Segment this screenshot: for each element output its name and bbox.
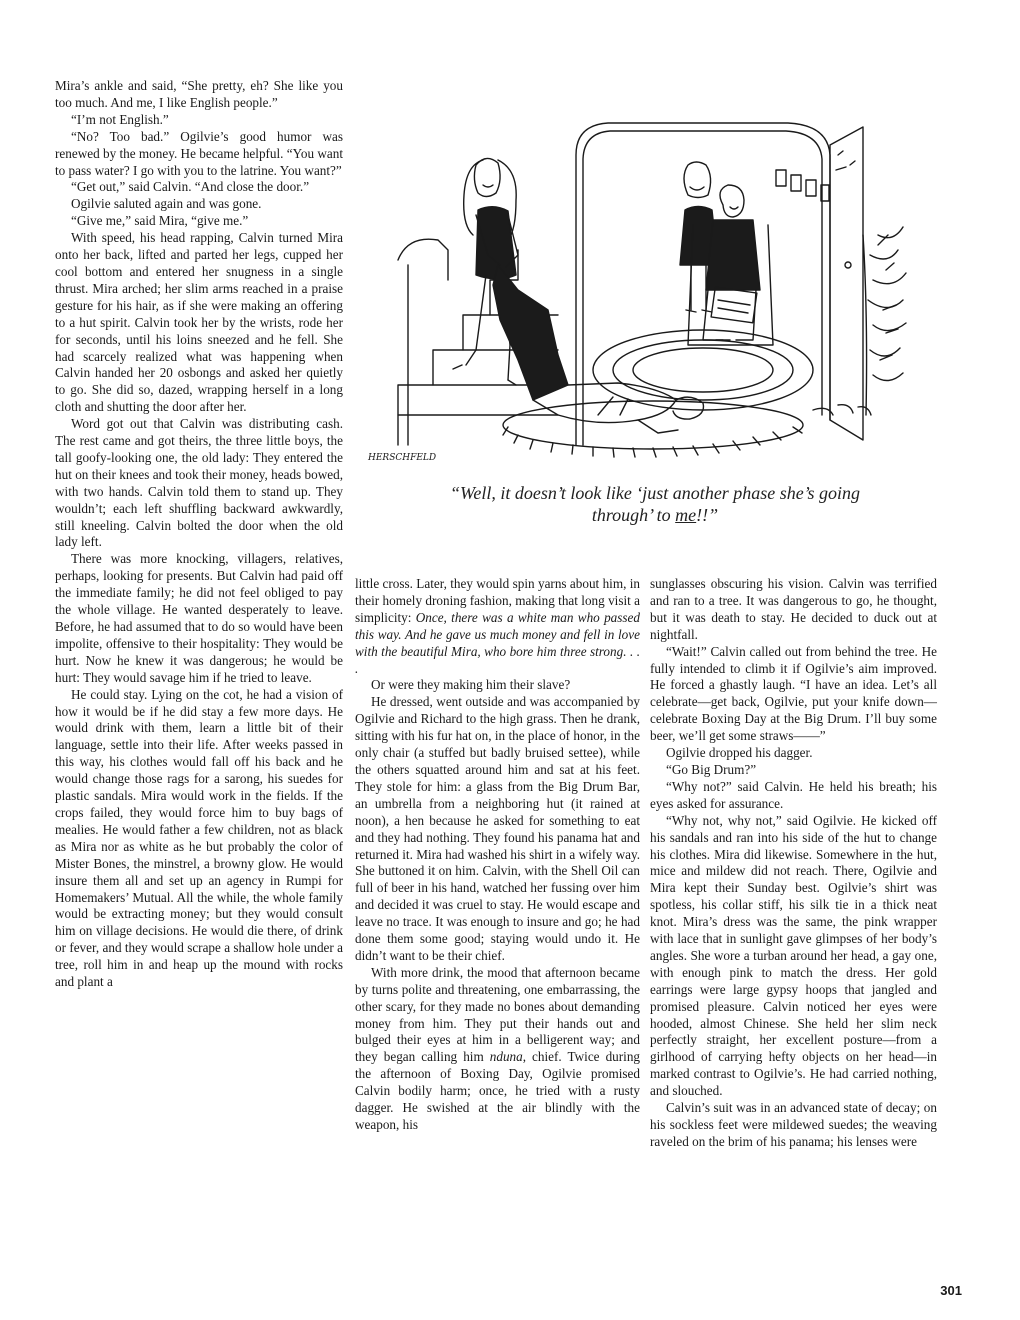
paragraph: He dressed, went outside and was accompanied by Ogilvie and Richard to the high grass. Then he drank, sitting with his fur hat on, in the place of honor, in the only chair (a stuffed but badly bruised settee), while the others squatted around him and sat at his feet. They stole for him: a glass from the Big Drum Bar, an umbrella from a neighboring hut (it rained at noon), a hen because he asked for something to eat and they had nothing. They found his panama hat and returned it. Mira had washed his shirt in a wifely way. She buttoned it on him. Calvin, with the Shell Oil can full of beer in his hand, watched her fussing over him and decided it was cruel to stay. He would escape and leave no trace. It was enough to insure and go; he had done them some good; staying would undo it. He didn’t want to be their chief. (355, 694, 640, 963)
paragraph: “Give me,” said Mira, “give me.” (71, 213, 249, 229)
paragraph: With speed, his head rapping, Calvin turned Mira onto her back, lifted and parted her legs, cupped her cool bottom and entered her snugness in a single thrust. Mira arched; her slim arms reached in a praise gesture for his hair, as if she were making an offering to a hut spirit. Calvin took her by the wrists, rode her for seconds, until his loins sneezed and he fell. She had scarcely realized what was happening when Calvin handed her 20 osbongs and asked her quietly to go. She did so, dazed, wrapping herself in a long cloth and shutting the door after her. (55, 230, 343, 415)
artist-signature: HERSCHFELD (368, 453, 437, 463)
paragraph: sunglasses obscuring his vision. Calvin was terrified and ran to a tree. It was dangerous to go, he thought, but it was death to stay. He decided to duck out at nightfall. (650, 576, 937, 642)
paragraph: “Why not?” said Calvin. He held his breath; his eyes asked for assurance. (650, 778, 937, 811)
cartoon-illustration (358, 115, 943, 475)
paragraph: Calvin’s suit was in an advanced state of decay; on his sockless feet were mildewed suedes; the weaving raveled on the brim of his panama; his lenses were (650, 1100, 937, 1149)
plant-illustration (863, 227, 906, 415)
open-door (830, 127, 863, 440)
paragraph: There was more knocking, villagers, relatives, perhaps, looking for presents. But Calvin had paid off the immediate family; he did not feel obliged to pay the whole village. He wanted desperately to leave. Before, he had assumed that to do so would have been impolite, offensive to their hospitality: They would be hurt. Now he knew it was dangerous; he would be hurt: They would savage him if he tried to leave. (55, 551, 343, 685)
cartoon-caption: “Well, it doesn’t look like ‘just another phase she’s going through’ to me!!” (450, 483, 860, 525)
right-text-column (650, 576, 937, 1151)
paragraph: “Why not, why not,” said Ogilvie. He kicked off his sandals and ran into his side of the hut to change his clothes. Mira did likewise. Somewhere in the hut, mice and mildew did not reach. There, Ogilvie and Mira kept their Sunday best. Ogilvie’s shirt was spotless, his collar stiff, his silk tie in a thick neat knot. Mira’s dress was the same, the pink wrapper with lace that in sunlight gave glimpses of her body’s angles. She wore a turban around her head, a gay one, with enough pink to match the dress. Her gold earrings were large gypsy hoops that jangled and promised pleasure. Calvin noticed her eyes were hooded, almost Chinese. She held her slim neck perfectly straight, her excellent posture—from a girlhood of carrying hefty objects on her head—in marked contrast to Ogilvie’s. He had carried nothing, and slouched. (650, 812, 937, 1099)
paragraph: Or were they making him their slave? (371, 677, 571, 693)
paragraph: “I’m not English.” (71, 111, 169, 127)
paragraph: Ogilvie saluted again and was gone. (71, 196, 262, 212)
paragraph: “No? Too bad.” Ogilvie’s good humor was renewed by the money. He became helpful. “You want to pass water? I go with you to the latrine. You want?” (55, 128, 343, 178)
paragraph: He could stay. Lying on the cot, he had a vision of how it would be if he did stay a few more days. He would drink with them, learn a little bit of their language, settle into their life. After weeks passed in this way, his clothes would fall off his back and he would change those rags for a sarong, his suedes for plastic sandals. Mira would work in the fields. If the crops failed, they would force him to buy bags of mealies. He would father a few children, not as black as Mira nor as white as he but probably the color of Mister Bones, the minstrel, a browny glow. He would insure them all and set up an agency in Rumpi for Homemakers’ Mutual. All the while, the whole family would be extracting money; but they would consult him on village decisions. He would die there, of drink or fever, and they would scrape a shallow hole under a tree, roll him in and heap up the mound with rocks and plant a (55, 686, 343, 990)
paragraph: With more drink, the mood that afternoon became by turns polite and threatening, one embarrassing, the other scary, for they made no bones about demanding money from him. They put their hands out and bulged their eyes at him in a belligerent way; and they began calling him nduna, chief. Twice during the afternoon of Boxing Day, Ogilvie promised Calvin bodily harm; once, he tried with a rusty dagger. He swished at the air blindly with the weapon, his (355, 964, 641, 1132)
middle-text-column (355, 576, 640, 1134)
paragraph: little cross. Later, they would spin yarns about him, in their homely droning fashion, making that long visit a simplicity: Once, there was a white man who passed this way. And he gave us much money and fell in love with the beautiful Mira, who bore him three strong. . . . (355, 576, 640, 676)
paragraph: “Go Big Drum?” (666, 761, 757, 777)
paragraph: Word got out that Calvin was distributing cash. The rest came and got theirs, the three little boys, the tall goofy-looking one, the old lady: They entered the hut on their knees and took their money, heads bowed, with two hands. Calvin told them to stand up. They wouldn’t; each left shuffling backward awkwardly, still kneeling. Calvin bolted the door when the old lady left. (55, 416, 343, 550)
paragraph: Ogilvie dropped his dagger. (666, 745, 813, 761)
left-text-column (55, 78, 343, 991)
girl-figure (453, 158, 518, 385)
paragraph: “Wait!” Calvin called out from behind the tree. He fully intended to climb it if Ogilvie’s aim improved. He forced a ghastly laugh. “I have an idea. Let’s all celebrate—get back, Ogilvie, put your knife down—celebrate Boxing Day at the Big Drum. I’ll buy some beer, we’ll get some straws——” (650, 643, 937, 744)
paragraph: Mira’s ankle and said, “She pretty, eh? She like you too much. And me, I like English people.” (55, 78, 343, 110)
page-number: 301 (940, 1283, 962, 1298)
door-frame (576, 123, 830, 445)
paragraph: “Get out,” said Calvin. “And close the door.” (71, 179, 310, 195)
